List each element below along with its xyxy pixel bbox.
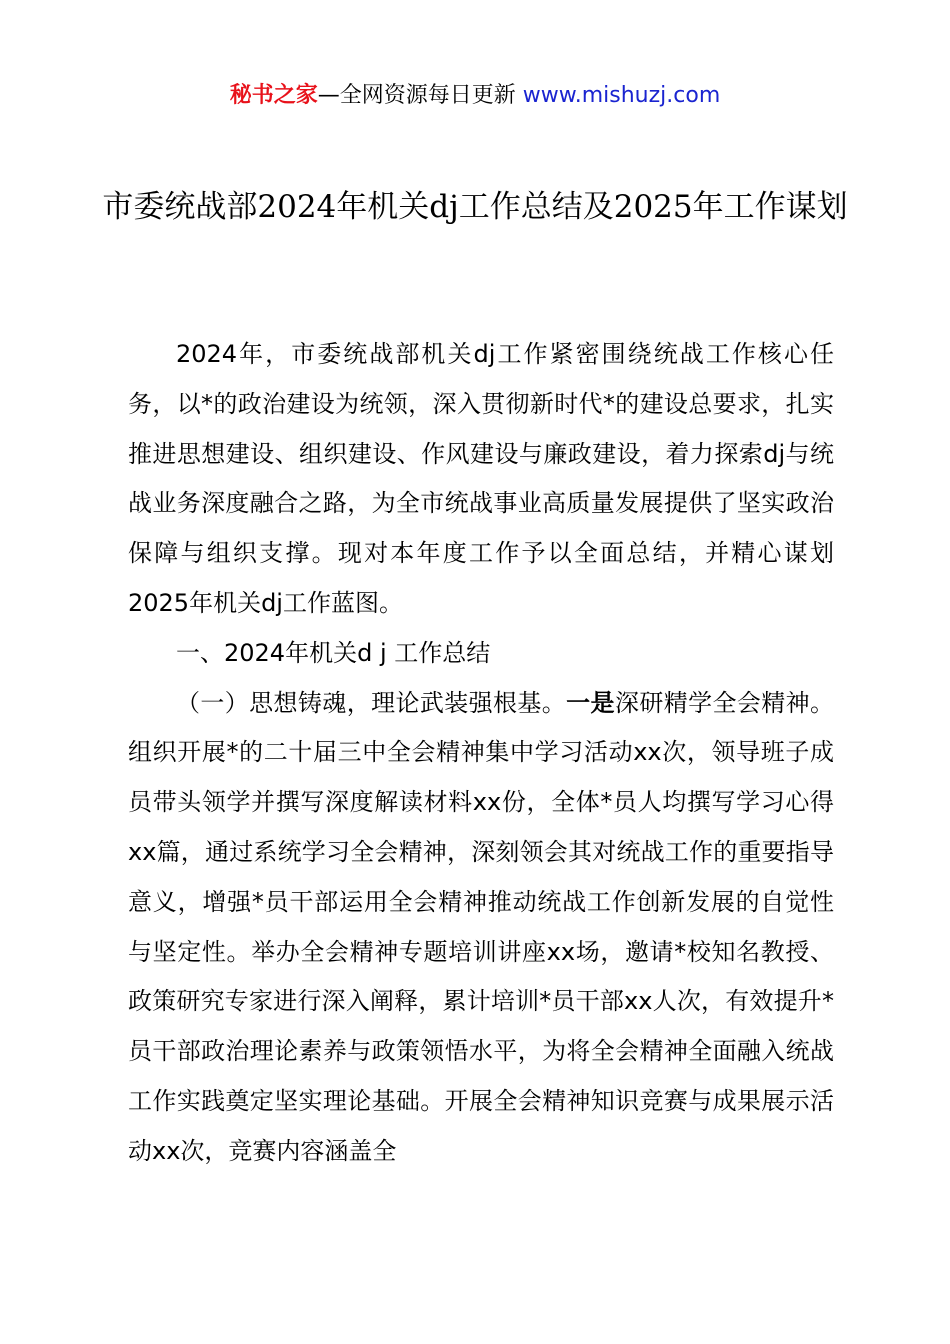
document-body	[128, 330, 834, 1177]
lead-phrase: 一是	[566, 688, 615, 717]
site-url-link[interactable]: www.mishuzj.com	[522, 83, 721, 108]
subsection-heading: （一）思想铸魂，理论武装强根基。	[176, 688, 567, 717]
intro-paragraph: 2024年，市委统战部机关dj工作紧密围绕统战工作核心任务，以*的政治建设为统领，深入贯彻新时代*的建设总要求，扎实推进思想建设、组织建设、作风建设与廉政建设，着力探索dj与统战业务深度融合之路，为全市统战事业高质量发展提供了坚实政治保障与组织支撑。现对本年度工作予以全面总结，并精心谋划2025年机关dj工作蓝图。	[128, 340, 834, 617]
site-slogan: —全网资源每日更新	[317, 83, 523, 108]
document-title: 市委统战部2024年机关dj工作总结及2025年工作谋划	[102, 189, 848, 225]
site-header	[0, 80, 950, 112]
section-heading: 一、2024年机关d j 工作总结	[176, 638, 491, 667]
subsection-text: 深研精学全会精神。组织开展*的二十届三中全会精神集中学习活动xx次，领导班子成员带头领学并撰写深度解读材料xx份，全体*员人均撰写学习心得xx篇，通过系统学习全会精神，深刻领会其对统战工作的重要指导意义，增强*员干部运用全会精神推动统战工作创新发展的自觉性与坚定性。举办全会精神专题培训讲座xx场，邀请*校知名教授、政策研究专家进行深入阐释，累计培训*员干部xx人次，有效提升*员干部政治理论素养与政策领悟水平，为将全会精神全面融入统战工作实践奠定坚实理论基础。开展全会精神知识竞赛与成果展示活动xx次，竞赛内容涵盖全	[128, 688, 835, 1165]
site-name: 秘书之家	[229, 83, 318, 108]
subsection-paragraph	[128, 679, 834, 1177]
